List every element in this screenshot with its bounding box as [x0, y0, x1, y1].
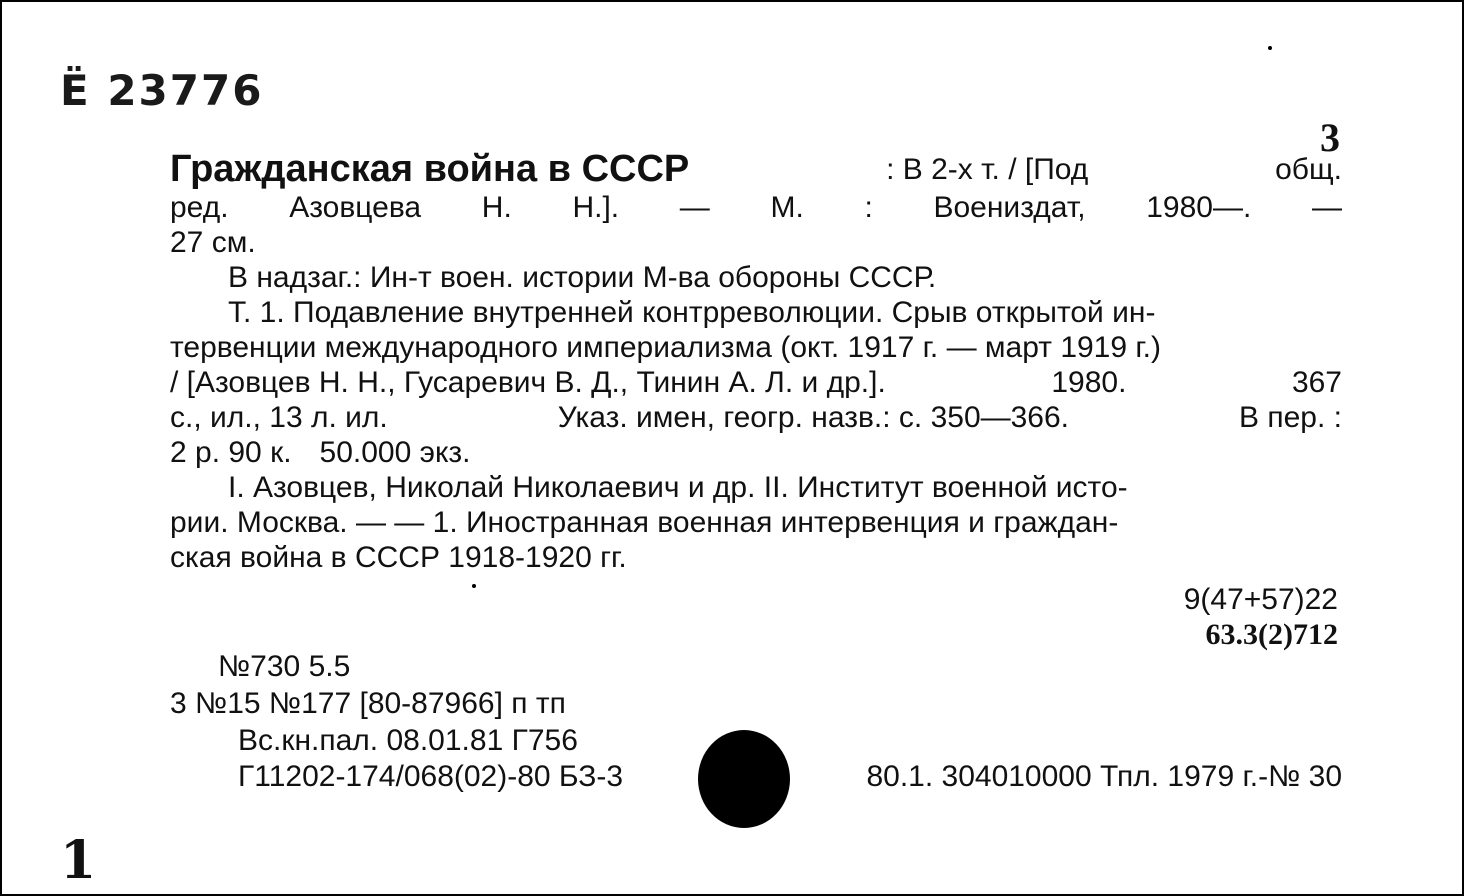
punch-hole	[698, 730, 790, 828]
inventory-stamp: Ё 23776	[60, 66, 264, 115]
classification-block	[1184, 582, 1338, 652]
tech-line-3: Вс.кн.пал. 08.01.81 Г756	[238, 724, 578, 757]
tracings-line-2: рии. Москва. — — 1. Иностранная военная интервенция и граждан-	[170, 506, 1119, 539]
card-number: 3	[1320, 115, 1340, 160]
bbk-index: 63.3(2)712	[1205, 618, 1338, 651]
series-note: В надзаг.: Ин-т воен. истории М-ва обороны СССР.	[228, 261, 937, 294]
entry-title-line: Гражданская война в СССР : В 2-х т. / [Под общ.	[170, 148, 1342, 190]
size-line: 27 см.	[170, 226, 256, 259]
volume-line-2: тервенции международного империализма (окт. 1917 г. — март 1919 г.)	[170, 331, 1161, 364]
speck-mark	[472, 584, 476, 588]
entry-title-rest: : В 2-х т. / [Под	[886, 153, 1089, 186]
tech-line-1: №730 5.5	[218, 650, 351, 683]
printing-imprint	[238, 760, 1342, 794]
speck-mark	[1268, 46, 1272, 50]
entry-title: Гражданская война в СССР	[170, 148, 690, 190]
imprint-line: ред. Азовцева Н. Н.]. — М. : Воениздат, 1980—. —	[170, 191, 1342, 224]
tech-line-2: 3 №15 №177 [80-87966] п тп	[170, 687, 566, 720]
volume-line-4: с., ил., 13 л. ил. Указ. имен, геогр. назв.: с. 350—366. В пер. :	[170, 401, 1342, 434]
volume-line-3: / [Азовцев Н. Н., Гусаревич В. Д., Тинин А. Л. и др.]. 1980. 367	[170, 366, 1342, 399]
udc-index: 9(47+57)22	[1183, 583, 1338, 616]
technical-block	[170, 648, 578, 759]
tracings-line-1: I. Азовцев, Николай Николаевич и др. II. Институт военной исто-	[228, 471, 1128, 504]
imprint-left: Г11202-174/068(02)-80 БЗ-3	[238, 760, 624, 793]
corner-mark: 1	[60, 830, 97, 891]
price-line: 2 р. 90 к. 50.000 экз.	[170, 436, 471, 469]
imprint-right: 80.1. 304010000 Тпл. 1979 г.-№ 30	[866, 760, 1342, 793]
tracings-line-3: ская война в СССР 1918-1920 гг.	[170, 541, 627, 574]
volume-line-1: Т. 1. Подавление внутренней контрреволюции. Срыв открытой ин-	[228, 296, 1156, 329]
bibliographic-entry	[170, 148, 1342, 575]
